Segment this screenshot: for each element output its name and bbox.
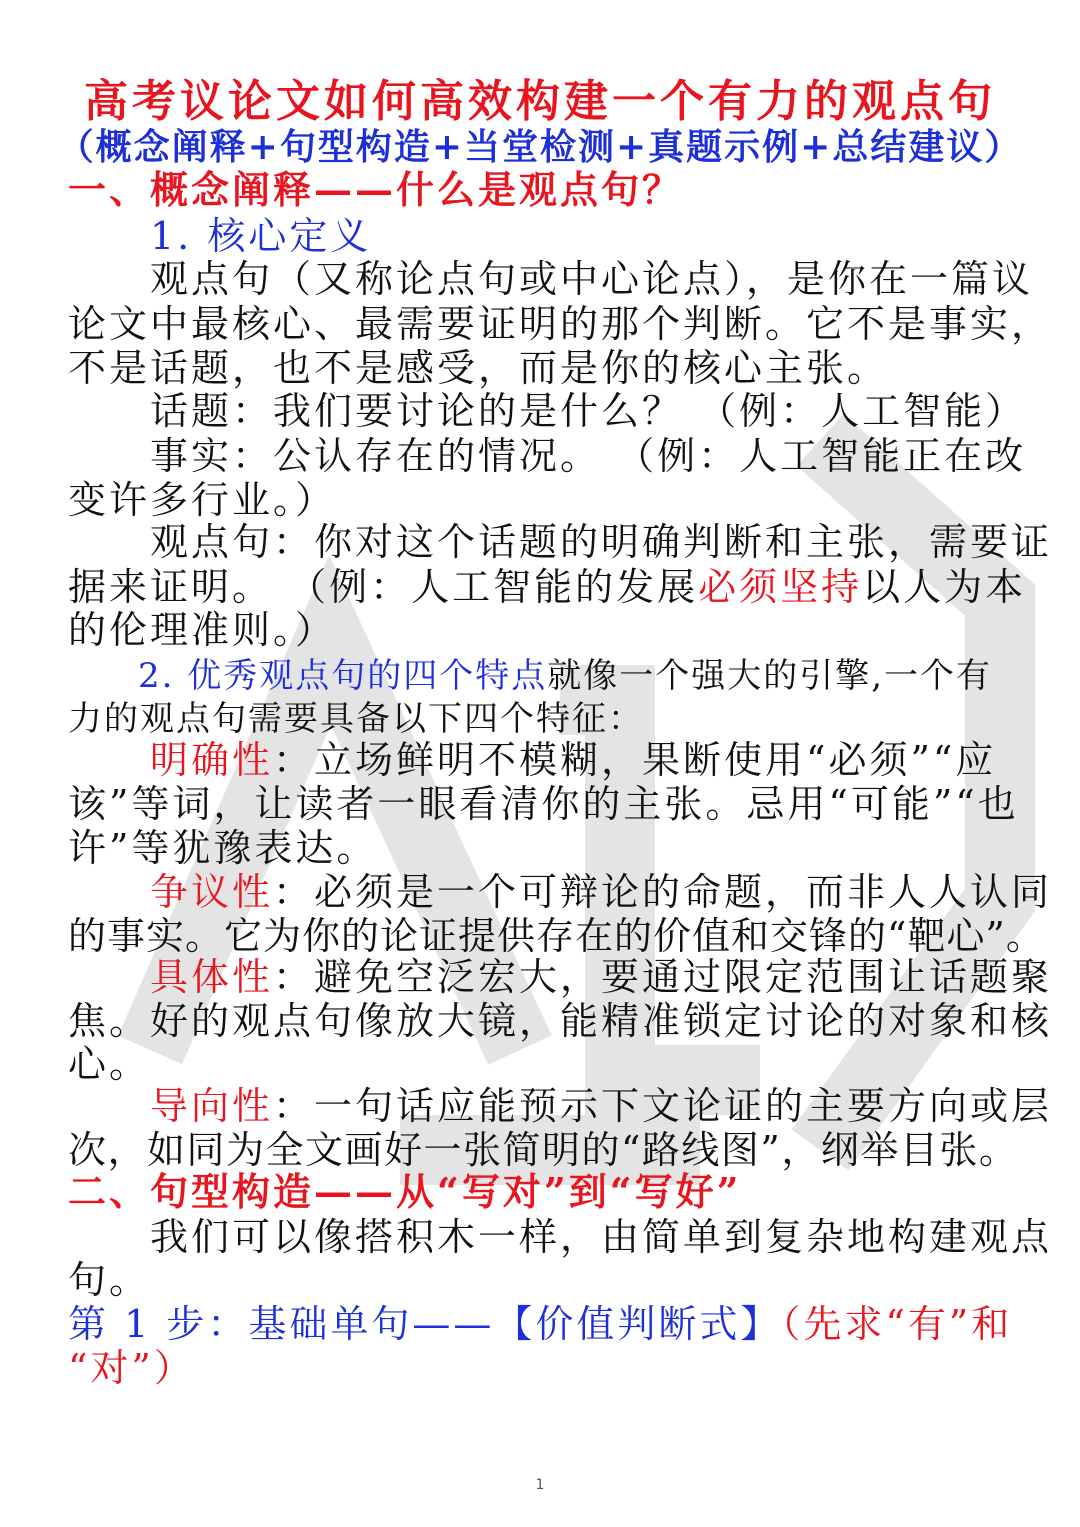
feature-text: ：立场鲜明不模糊，果断使用“必须”“应: [273, 738, 997, 782]
feature-text: 的事实。它为你的论证提供存在的价值和交锋的“靶心”。: [68, 914, 1045, 958]
fact-line: 事实：公认存在的情况。 （例：人工智能正在改: [150, 434, 1027, 478]
section-2-heading: 二、句型构造——从“写对”到“写好”: [68, 1169, 742, 1214]
feature-label: 争议性: [150, 870, 274, 914]
feature-guidance: [150, 1084, 1080, 1128]
feature-label: 具体性: [150, 955, 274, 999]
document-title: 高考议论文如何高效构建一个有力的观点句: [84, 76, 996, 127]
emphasis-text: 必须坚持: [698, 565, 863, 609]
page-number: 1: [535, 1477, 545, 1493]
feature-label: 导向性: [150, 1084, 274, 1128]
step-title: 第 1 步：基础单句——【价值判断式】: [68, 1302, 782, 1346]
step-note: （先求“有”和: [781, 1302, 1013, 1346]
viewpoint-example-text: 据来证明。 （例：人工智能的发展: [68, 565, 699, 609]
step-note: “对”）: [68, 1346, 195, 1390]
section-2-intro: 我们可以像搭积木一样，由简单到复杂地构建观点: [150, 1215, 1053, 1259]
topic-line: 话题：我们要讨论的是什么？ （例：人工智能）: [150, 389, 1027, 433]
feature-label: 明确性: [150, 738, 274, 782]
feature-text: 焦。好的观点句像放大镜，能精准锁定讨论的对象和核: [68, 999, 1053, 1043]
viewpoint-line: 观点句：你对这个话题的明确判断和主张，需要证: [150, 520, 1053, 564]
feature-controversy: [150, 870, 1080, 914]
feature-text: ：必须是一个可辩论的命题，而非人人认同: [273, 870, 1053, 914]
section-2-intro: 句。: [68, 1258, 151, 1302]
subsection-text: 力的观点句需要具备以下四个特征：: [68, 699, 644, 739]
feature-text: 该”等词，让读者一眼看清你的主张。忌用“可能”“也: [68, 782, 1019, 826]
feature-text: 许”等犹豫表达。: [68, 826, 378, 870]
feature-text: 心。: [68, 1042, 151, 1086]
step-1-heading: [68, 1302, 1028, 1346]
feature-text: ：避免空泛宏大，要通过限定范围让话题聚: [273, 955, 1053, 999]
definition-line: 观点句（又称论点句或中心论点），是你在一篇议: [150, 257, 1034, 301]
definition-line: 论文中最核心、最需要证明的那个判断。它不是事实，: [68, 302, 1053, 346]
subsection-core-definition: 1. 核心定义: [150, 214, 372, 258]
definition-line: 不是话题，也不是感受，而是你的核心主张。: [68, 346, 889, 390]
subsection-four-features: [138, 654, 1080, 698]
feature-text: ：一句话应能预示下文论证的主要方向或层: [273, 1084, 1053, 1128]
section-1-heading: 一、概念阐释——什么是观点句？: [68, 167, 684, 212]
document-subtitle: （概念阐释+句型构造+当堂检测+真题示例+总结建议）: [57, 126, 1023, 168]
fact-line: 变许多行业。）: [68, 478, 337, 522]
feature-specificity: [150, 955, 1080, 999]
feature-text: 次，如同为全文画好一张简明的“路线图”，纲举目张。: [68, 1128, 1019, 1172]
viewpoint-example-line: [68, 565, 1028, 609]
subsection-text: 就像一个强大的引擎,一个有: [547, 656, 993, 696]
viewpoint-example-text: 以人为本: [862, 565, 1027, 609]
viewpoint-line: 的伦理准则。）: [68, 608, 337, 652]
subsection-title: 2. 优秀观点句的四个特点: [138, 656, 548, 696]
feature-clarity: [150, 738, 1080, 782]
